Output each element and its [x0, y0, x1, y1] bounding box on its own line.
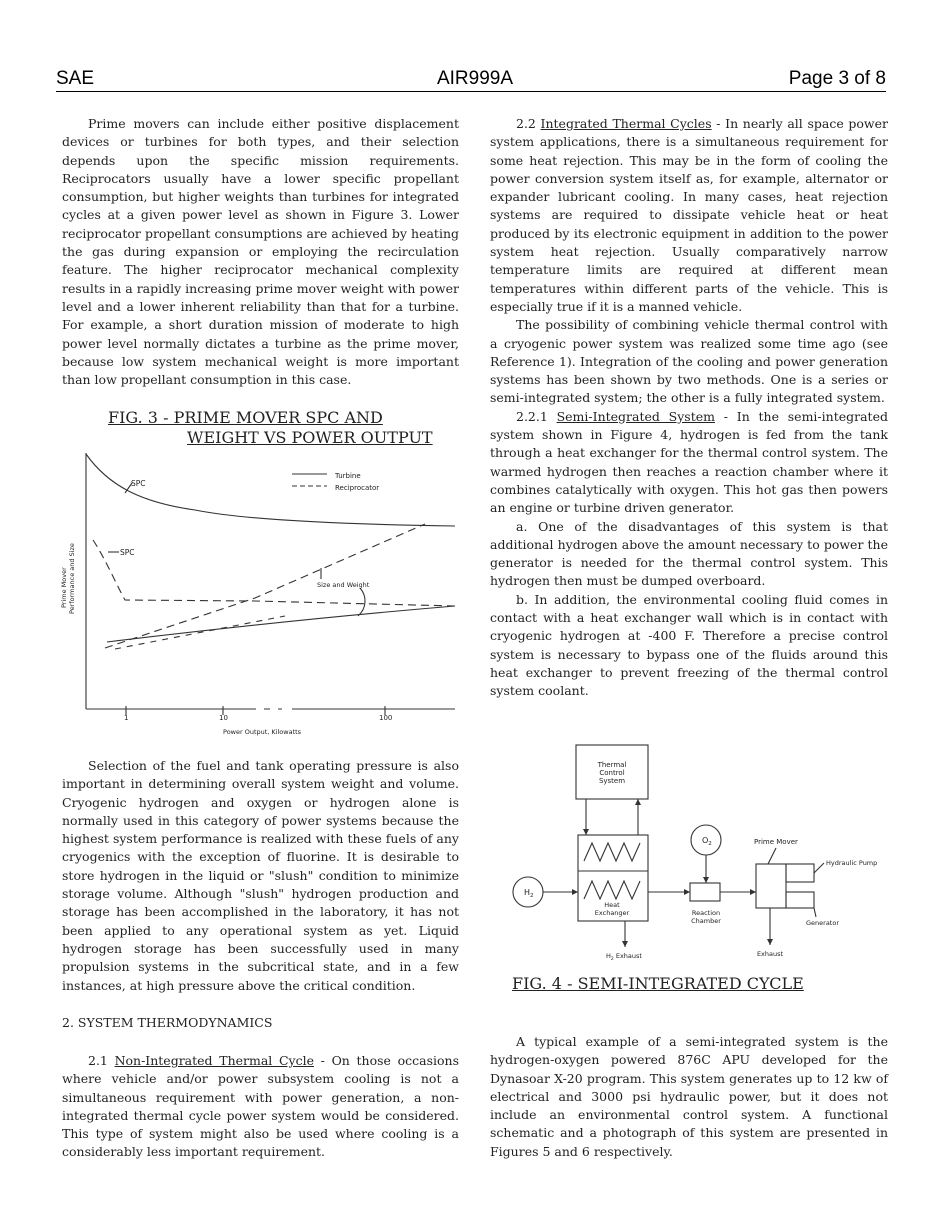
prime-mover-label: Prime Mover [754, 838, 798, 846]
header-rule [56, 91, 886, 92]
header-doc-number: AIR999A [436, 68, 514, 89]
section-number-2-2: 2.2 [516, 116, 536, 131]
right-column-top [490, 115, 888, 701]
section-title-non-integrated: Non-Integrated Thermal Cycle [114, 1053, 314, 1068]
paragraph-integrated-thermal [490, 115, 888, 316]
thermal-label-2: Control [599, 769, 625, 777]
thermal-label-1: Thermal [597, 761, 627, 769]
reaction-chamber-box [690, 883, 720, 901]
fig3-turbine-spc-curve [86, 454, 455, 526]
arrow-h2-feed [572, 889, 578, 895]
section-number-2-1: 2.1 [88, 1053, 108, 1068]
prime-mover-pointer [768, 848, 776, 864]
section-title-integrated: Integrated Thermal Cycles [540, 116, 712, 131]
generator-box [786, 892, 814, 908]
fig3-sw-bracket [358, 588, 365, 616]
fig3-lower-dashed-line [115, 616, 285, 649]
fig3-xtick-label-10: 10 [219, 714, 228, 722]
paragraph-non-integrated-body: - On those occasions where vehicle and/or power subsystem cooling is not a simultaneous requirement with power generation, a non-integrated thermal cycle power system would be considered. This type of system might also be used where cooling is a considerably less important requirement. [62, 1053, 459, 1160]
section-title-semi-integrated: Semi-Integrated System [556, 408, 715, 424]
header-org: SAE [56, 68, 95, 89]
generator-label: Generator [806, 919, 840, 927]
arrow-exhaust [767, 939, 773, 945]
h2-exhaust-label: $H_2$ Exhaust [606, 952, 642, 962]
fig3-xlabel: Power Output, Kilowatts [223, 728, 302, 736]
paragraph-disadvantage-b: b. In addition, the environmental cooling fluid comes in contact with a heat exchanger wall which is in contact with cryogenic hydrogen at -400 F. Therefore a precise control system is necessary to bypass one of the fluids around this heat exchanger to prevent freezing of the thermal control system coolant. [490, 591, 888, 699]
pump-pointer [814, 863, 824, 873]
fig3-recip-spc-curve [93, 540, 455, 606]
paragraph-semi-integrated-body: - In the semi-integrated system shown in Figure 4, hydrogen is fed from the tank through a heat exchanger for the thermal control system. The warmed hydrogen then reaches a reaction chamber where it combines catalytically with oxygen. This hot gas then powers an engine or turbine driven generator. [490, 408, 888, 516]
arrow-to-prime-mover [750, 889, 756, 895]
fig3-xtick-label-1: 1 [124, 714, 129, 722]
heat-exchanger-zigzag-bottom [584, 881, 640, 899]
reaction-label-1: Reaction [691, 909, 721, 917]
fig3-chart [55, 448, 460, 743]
o2-label: $O_2$ [702, 836, 712, 847]
paragraph-semi-integrated [490, 408, 888, 518]
paragraph-integrated-body: - In nearly all space power system applications, there is a simultaneous requirement for some heat rejection. This may be in the form of cooling the power conversion system itself as, for example, alternator or expander lubricant cooling. In many cases, heat rejection systems are required to dissipate vehicle heat or heat produced by its electronic equipment in addition to the power system heat rejection. Usually comparatively narrow temperature limits are required at different mean temperatures within different parts of the vehicle. This is especially true if it is a manned vehicle. [490, 116, 888, 314]
left-column-bottom [62, 757, 459, 995]
arrow-thermal-up [635, 799, 641, 805]
paragraph-prime-movers: Prime movers can include either positive displacement devices or turbines for both types, and their selection depends upon the specific mission requirements. Reciprocators usually have a lower specific propellant consumption, but higher weights than turbines for integrated cycles at a given power level as shown in Figure 3. Lower reciprocator propellant consumptions are achieved by heating the gas during expansion or employing the recirculation feature. The higher reciprocator mechanical complexity results in a rapidly increasing prime mover weight with power level and a lower inherent reliability than that for a turbine. For example, a short duration mission of moderate to high power level normally dictates a turbine as the prime mover, because low system mechanical weight is more important than low propellant consumption in this case. [62, 116, 459, 388]
paragraph-typical-example: A typical example of a semi-integrated system is the hydrogen-oxygen powered 876C APU developed for the Dynasoar X-20 program. This system generates up to 12 kw of electrical and 3000 psi hydraulic power, but it does not include an environmental control system. A functional schematic and a photograph of this system are presented in Figures 5 and 6 respectively. [490, 1034, 888, 1159]
heat-exchanger-label-2: Exchanger [594, 909, 630, 917]
right-column-bottom [490, 1033, 888, 1161]
fig3-xtick-label-100: 100 [379, 714, 393, 722]
fig3-legend-reciprocator: Reciprocator [335, 484, 380, 492]
hydraulic-pump-box [786, 864, 814, 882]
heat-exchanger-label-1: Heat [604, 901, 620, 909]
arrow-to-reaction [684, 889, 690, 895]
header-page-number: Page 3 of 8 [788, 68, 886, 89]
fig3-title-line1: FIG. 3 - PRIME MOVER SPC AND [108, 408, 383, 427]
fig4-title: FIG. 4 - SEMI-INTEGRATED CYCLE [512, 974, 804, 993]
thermal-label-3: System [598, 777, 626, 785]
exhaust-label: Exhaust [756, 950, 784, 958]
fig3-legend-turbine: Turbine [335, 472, 361, 480]
section-number-2-2-1: 2.2.1 [516, 408, 548, 424]
prime-mover-box [756, 864, 786, 908]
paragraph-combining-thermal-control: The possibility of combining vehicle thermal control with a cryogenic power system was realized some time ago (see Reference 1). Integration of the cooling and power generation systems has been shown by two methods. One is a series or semi-integrated system; the other is a fully integrated system. [490, 317, 888, 406]
hydraulic-pump-label: Hydraulic Pump [826, 859, 878, 867]
paragraph-fuel-selection: Selection of the fuel and tank operating pressure is also important in determining overall system weight and volume. Cryogenic hydrogen and oxygen or hydrogen alone is normally used in this category of power systems because the highest system performance is realized with these fuels of any cryogenics with the exception of fluorine. It is desirable to store hydrogen in the liquid or "slush" condition to minimize storage volume. Although "slush" hydrogen production and storage has been accomplished in the laboratory, it has not been applied to any operational system as yet. Liquid hydrogen storage has been successfully used in many propulsion systems in the subcritical state, and in a few instances, at high pressure above the critical condition. [62, 758, 459, 993]
section-heading-thermodynamics: 2. SYSTEM THERMODYNAMICS [62, 1015, 273, 1030]
fig4-diagram [500, 735, 890, 965]
fig3-label-size-weight: Size and Weight [317, 581, 370, 589]
fig3-ylabel-line2: Performance and Size [68, 543, 76, 614]
fig3-recip-weight-line [105, 524, 425, 648]
left-column-section-2-1 [62, 1052, 459, 1162]
arrow-thermal-down [583, 829, 589, 835]
left-column-top [62, 115, 459, 389]
fig3-label-spc-2: SPC [120, 548, 135, 557]
generator-pointer [814, 908, 816, 917]
fig3-title-line2: WEIGHT VS POWER OUTPUT [187, 428, 433, 447]
arrow-h2-exhaust [622, 941, 628, 947]
heat-exchanger-zigzag-top [584, 843, 640, 861]
arrow-o2-down [703, 877, 709, 883]
fig3-turbine-weight-line [107, 606, 455, 642]
fig3-label-spc-1: SPC [131, 479, 146, 488]
paragraph-non-integrated [62, 1052, 459, 1162]
reaction-label-2: Chamber [691, 917, 721, 925]
paragraph-disadvantage-a: a. One of the disadvantages of this system is that additional hydrogen above the amount necessary to power the generator is needed for the thermal control system. This hydrogen then must be dumped overboard. [490, 518, 888, 589]
fig3-ylabel-line1: Prime Mover [60, 567, 68, 608]
h2-label: $H_2$ [524, 888, 534, 899]
